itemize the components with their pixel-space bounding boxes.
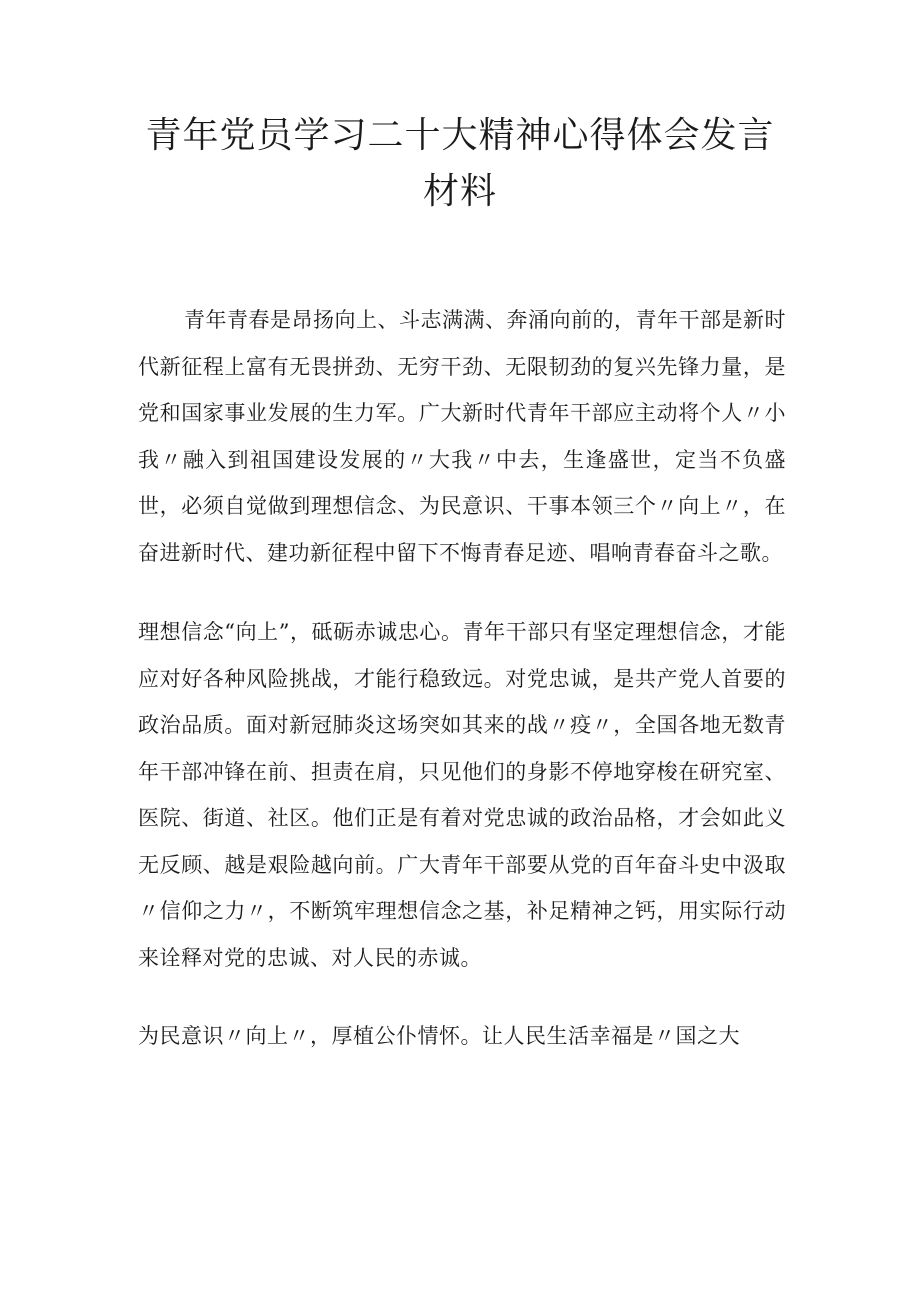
document-title — [100, 108, 820, 220]
title-line-2: 材料 — [422, 171, 497, 212]
paragraph-ideals-faith: 理想信念“向上”，砥砺赤诚忠心。青年干部只有坚定理想信念，才能应对好各种风险挑战，才能行稳致远。对党忠诚，是共产党人首要的政治品质。面对新冠肺炎这场突如其来的战〃疫〃，全国各地无数青年干部冲锋在前、担责在肩，只见他们的身影不停地穿梭在研究室、医院、街道、社区。他们正是有着对党忠诚的政治品格，才会如此义无反顾、越是艰险越向前。广大青年干部要从党的百年奋斗史中汲取〃信仰之力〃，不断筑牢理想信念之基，补足精神之钙，用实际行动来诠释对党的忠诚、对人民的赤诚。 — [138, 620, 786, 970]
title-line-1: 青年党员学习二十大精神心得体会发言 — [145, 115, 775, 156]
paragraph-people-awareness: 为民意识〃向上〃，厚植公仆情怀。让人民生活幸福是〃国之大 — [138, 1024, 740, 1048]
paragraph-intro: 青年青春是昂扬向上、斗志满满、奔涌向前的，青年干部是新时代新征程上富有无畏拼劲、无穷干劲、无限韧劲的复兴先锋力量，是党和国家事业发展的生力军。广大新时代青年干部应主动将个人〃小我〃融入到祖国建设发展的〃大我〃中去，生逢盛世，定当不负盛世，必须自觉做到理想信念、为民意识、干事本领三个〃向上〃，在奋进新时代、建功新征程中留下不悔青春足迹、唱响青春奋斗之歌。 — [138, 308, 786, 565]
